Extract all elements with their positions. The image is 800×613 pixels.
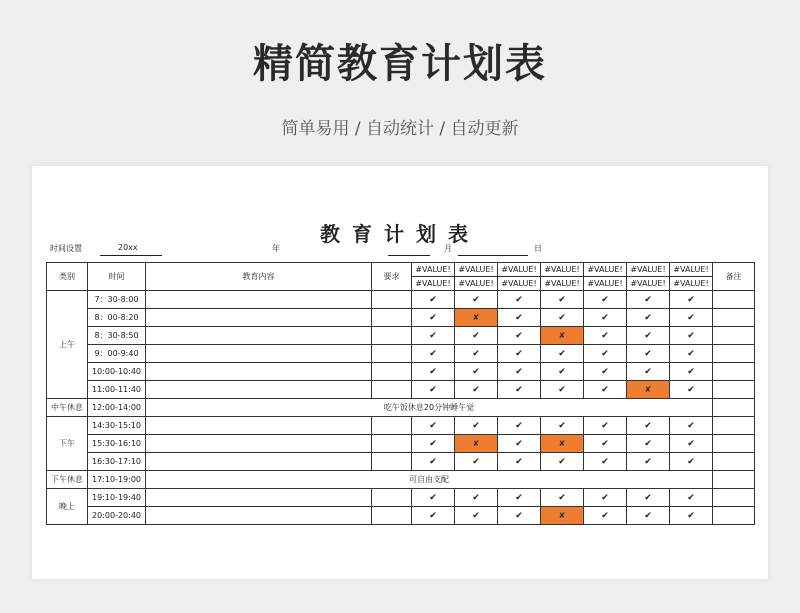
- check-mark-icon[interactable]: ✔: [412, 291, 455, 309]
- row-time[interactable]: 7：30-8:00: [88, 291, 146, 309]
- remarks-cell[interactable]: [713, 291, 755, 309]
- check-mark-icon[interactable]: ✔: [498, 417, 541, 435]
- remarks-cell[interactable]: [713, 453, 755, 471]
- header-day-6: #VALUE!: [627, 263, 670, 277]
- check-mark-icon[interactable]: ✔: [627, 417, 670, 435]
- header-day-5: #VALUE!: [584, 263, 627, 277]
- check-mark-icon[interactable]: ✔: [627, 327, 670, 345]
- row-time[interactable]: 16:30-17:10: [88, 453, 146, 471]
- check-mark-icon[interactable]: ✔: [670, 489, 713, 507]
- time-setting-label: 时间设置: [50, 244, 82, 253]
- check-mark-icon[interactable]: ✔: [670, 309, 713, 327]
- check-mark-icon[interactable]: ✔: [412, 381, 455, 399]
- header-weekday-7: #VALUE!: [670, 277, 713, 291]
- day-underline: [458, 255, 528, 256]
- row-time[interactable]: 17:10-19:00: [88, 471, 146, 489]
- content-cell[interactable]: [146, 363, 372, 381]
- check-mark-icon[interactable]: ✔: [498, 363, 541, 381]
- table-row: [47, 489, 755, 507]
- cross-mark-icon[interactable]: ✘: [455, 309, 498, 327]
- requirement-cell[interactable]: [372, 345, 412, 363]
- cross-mark-icon[interactable]: ✘: [541, 435, 584, 453]
- check-mark-icon[interactable]: ✔: [541, 489, 584, 507]
- row-note[interactable]: 吃午饭休息20分钟睡午觉: [146, 399, 713, 417]
- check-mark-icon[interactable]: ✔: [498, 309, 541, 327]
- remarks-cell[interactable]: [713, 345, 755, 363]
- content-cell[interactable]: [146, 417, 372, 435]
- check-mark-icon[interactable]: ✔: [455, 291, 498, 309]
- table-row: [47, 291, 755, 309]
- table-row: [47, 381, 755, 399]
- row-time[interactable]: 11:00-11:40: [88, 381, 146, 399]
- content-cell[interactable]: [146, 291, 372, 309]
- check-mark-icon[interactable]: ✔: [498, 507, 541, 525]
- check-mark-icon[interactable]: ✔: [455, 417, 498, 435]
- content-cell[interactable]: [146, 345, 372, 363]
- check-mark-icon[interactable]: ✔: [498, 345, 541, 363]
- row-time[interactable]: 9：00-9:40: [88, 345, 146, 363]
- check-mark-icon[interactable]: ✔: [498, 291, 541, 309]
- header-weekday-1: #VALUE!: [412, 277, 455, 291]
- check-mark-icon[interactable]: ✔: [627, 435, 670, 453]
- page-subtitle: 简单易用 / 自动统计 / 自动更新: [281, 119, 519, 139]
- check-mark-icon[interactable]: ✔: [541, 453, 584, 471]
- content-cell[interactable]: [146, 435, 372, 453]
- header-weekday-4: #VALUE!: [541, 277, 584, 291]
- table-row: [47, 345, 755, 363]
- table-row: [47, 417, 755, 435]
- check-mark-icon[interactable]: ✔: [584, 507, 627, 525]
- check-mark-icon[interactable]: ✔: [670, 363, 713, 381]
- group-noon-break: 中午休息: [47, 399, 88, 417]
- table-row: [47, 471, 755, 489]
- check-mark-icon[interactable]: ✔: [670, 291, 713, 309]
- check-mark-icon[interactable]: ✔: [627, 291, 670, 309]
- check-mark-icon[interactable]: ✔: [412, 507, 455, 525]
- header-category: 类别: [47, 263, 88, 291]
- check-mark-icon[interactable]: ✔: [455, 453, 498, 471]
- check-mark-icon[interactable]: ✔: [412, 489, 455, 507]
- check-mark-icon[interactable]: ✔: [541, 345, 584, 363]
- check-mark-icon[interactable]: ✔: [412, 363, 455, 381]
- check-mark-icon[interactable]: ✔: [584, 345, 627, 363]
- check-mark-icon[interactable]: ✔: [627, 345, 670, 363]
- remarks-cell[interactable]: [713, 399, 755, 417]
- month-label: 月: [444, 244, 452, 253]
- check-mark-icon[interactable]: ✔: [412, 435, 455, 453]
- remarks-cell[interactable]: [713, 363, 755, 381]
- content-cell[interactable]: [146, 489, 372, 507]
- header-weekday-5: #VALUE!: [584, 277, 627, 291]
- row-time[interactable]: 10:00-10:40: [88, 363, 146, 381]
- content-cell[interactable]: [146, 453, 372, 471]
- row-time[interactable]: 19:10-19:40: [88, 489, 146, 507]
- header-content: 教育内容: [146, 263, 372, 291]
- requirement-cell[interactable]: [372, 363, 412, 381]
- check-mark-icon[interactable]: ✔: [541, 381, 584, 399]
- requirement-cell[interactable]: [372, 327, 412, 345]
- check-mark-icon[interactable]: ✔: [455, 327, 498, 345]
- requirement-cell[interactable]: [372, 453, 412, 471]
- row-time[interactable]: 12:00-14:00: [88, 399, 146, 417]
- day-label: 日: [534, 244, 542, 253]
- row-time[interactable]: 8：00-8:20: [88, 309, 146, 327]
- group-evening: 晚上: [47, 489, 88, 525]
- check-mark-icon[interactable]: ✔: [584, 327, 627, 345]
- header-requirement: 要求: [372, 263, 412, 291]
- requirement-cell[interactable]: [372, 489, 412, 507]
- check-mark-icon[interactable]: ✔: [584, 435, 627, 453]
- header-day-3: #VALUE!: [498, 263, 541, 277]
- group-afternoon: 下午: [47, 417, 88, 471]
- check-mark-icon[interactable]: ✔: [412, 345, 455, 363]
- header-time: 时间: [88, 263, 146, 291]
- check-mark-icon[interactable]: ✔: [455, 363, 498, 381]
- check-mark-icon[interactable]: ✔: [627, 489, 670, 507]
- header-weekday-3: #VALUE!: [498, 277, 541, 291]
- cross-mark-icon[interactable]: ✘: [541, 327, 584, 345]
- check-mark-icon[interactable]: ✔: [670, 381, 713, 399]
- requirement-cell[interactable]: [372, 309, 412, 327]
- header-day-2: #VALUE!: [455, 263, 498, 277]
- row-time[interactable]: 8：30-8:50: [88, 327, 146, 345]
- cross-mark-icon[interactable]: ✘: [455, 435, 498, 453]
- page-title: 精简教育计划表: [253, 41, 547, 87]
- header-day-7: #VALUE!: [670, 263, 713, 277]
- remarks-cell[interactable]: [713, 309, 755, 327]
- year-underline: [100, 255, 162, 256]
- check-mark-icon[interactable]: ✔: [627, 453, 670, 471]
- check-mark-icon[interactable]: ✔: [584, 309, 627, 327]
- remarks-cell[interactable]: [713, 417, 755, 435]
- check-mark-icon[interactable]: ✔: [412, 417, 455, 435]
- check-mark-icon[interactable]: ✔: [584, 489, 627, 507]
- remarks-cell[interactable]: [713, 381, 755, 399]
- group-morning: 上午: [47, 291, 88, 399]
- remarks-cell[interactable]: [713, 435, 755, 453]
- check-mark-icon[interactable]: ✔: [498, 435, 541, 453]
- check-mark-icon[interactable]: ✔: [412, 453, 455, 471]
- table-row: [47, 435, 755, 453]
- content-cell[interactable]: [146, 327, 372, 345]
- row-time[interactable]: 20:00-20:40: [88, 507, 146, 525]
- header-remarks: 备注: [713, 263, 755, 291]
- requirement-cell[interactable]: [372, 435, 412, 453]
- check-mark-icon[interactable]: ✔: [498, 381, 541, 399]
- year-label: 年: [272, 244, 280, 253]
- check-mark-icon[interactable]: ✔: [498, 489, 541, 507]
- check-mark-icon[interactable]: ✔: [627, 507, 670, 525]
- remarks-cell[interactable]: [713, 327, 755, 345]
- check-mark-icon[interactable]: ✔: [584, 291, 627, 309]
- header-weekday-6: #VALUE!: [627, 277, 670, 291]
- row-note[interactable]: 可自由支配: [146, 471, 713, 489]
- sheet-title: 教育计划表: [320, 222, 480, 246]
- check-mark-icon[interactable]: ✔: [541, 363, 584, 381]
- table-row: [47, 363, 755, 381]
- table-row: [47, 399, 755, 417]
- check-mark-icon[interactable]: ✔: [627, 309, 670, 327]
- group-afternoon-break: 下午休息: [47, 471, 88, 489]
- check-mark-icon[interactable]: ✔: [670, 327, 713, 345]
- check-mark-icon[interactable]: ✔: [498, 327, 541, 345]
- month-underline: [388, 255, 430, 256]
- requirement-cell[interactable]: [372, 291, 412, 309]
- remarks-cell[interactable]: [713, 489, 755, 507]
- check-mark-icon[interactable]: ✔: [627, 363, 670, 381]
- content-cell[interactable]: [146, 507, 372, 525]
- header-weekday-2: #VALUE!: [455, 277, 498, 291]
- check-mark-icon[interactable]: ✔: [584, 381, 627, 399]
- check-mark-icon[interactable]: ✔: [498, 453, 541, 471]
- check-mark-icon[interactable]: ✔: [541, 417, 584, 435]
- header-day-1: #VALUE!: [412, 263, 455, 277]
- check-mark-icon[interactable]: ✔: [670, 453, 713, 471]
- check-mark-icon[interactable]: ✔: [541, 291, 584, 309]
- year-value[interactable]: 20xx: [118, 243, 138, 252]
- check-mark-icon[interactable]: ✔: [670, 507, 713, 525]
- header-day-4: #VALUE!: [541, 263, 584, 277]
- check-mark-icon[interactable]: ✔: [670, 345, 713, 363]
- row-time[interactable]: 15:30-16:10: [88, 435, 146, 453]
- remarks-cell[interactable]: [713, 507, 755, 525]
- plan-table: [46, 262, 755, 525]
- cross-mark-icon[interactable]: ✘: [627, 381, 670, 399]
- row-time[interactable]: 14:30-15:10: [88, 417, 146, 435]
- cross-mark-icon[interactable]: ✘: [541, 507, 584, 525]
- check-mark-icon[interactable]: ✔: [541, 309, 584, 327]
- requirement-cell[interactable]: [372, 381, 412, 399]
- requirement-cell[interactable]: [372, 417, 412, 435]
- remarks-cell[interactable]: [713, 471, 755, 489]
- content-cell[interactable]: [146, 309, 372, 327]
- check-mark-icon[interactable]: ✔: [584, 417, 627, 435]
- time-setting-row: [50, 243, 750, 257]
- check-mark-icon[interactable]: ✔: [412, 309, 455, 327]
- check-mark-icon[interactable]: ✔: [412, 327, 455, 345]
- spreadsheet-preview: [32, 166, 768, 579]
- check-mark-icon[interactable]: ✔: [670, 435, 713, 453]
- table-row: [47, 453, 755, 471]
- table-row: [47, 327, 755, 345]
- requirement-cell[interactable]: [372, 507, 412, 525]
- check-mark-icon[interactable]: ✔: [455, 507, 498, 525]
- check-mark-icon[interactable]: ✔: [584, 363, 627, 381]
- check-mark-icon[interactable]: ✔: [455, 345, 498, 363]
- check-mark-icon[interactable]: ✔: [455, 489, 498, 507]
- content-cell[interactable]: [146, 381, 372, 399]
- check-mark-icon[interactable]: ✔: [455, 381, 498, 399]
- table-row: [47, 309, 755, 327]
- check-mark-icon[interactable]: ✔: [584, 453, 627, 471]
- check-mark-icon[interactable]: ✔: [670, 417, 713, 435]
- table-row: [47, 507, 755, 525]
